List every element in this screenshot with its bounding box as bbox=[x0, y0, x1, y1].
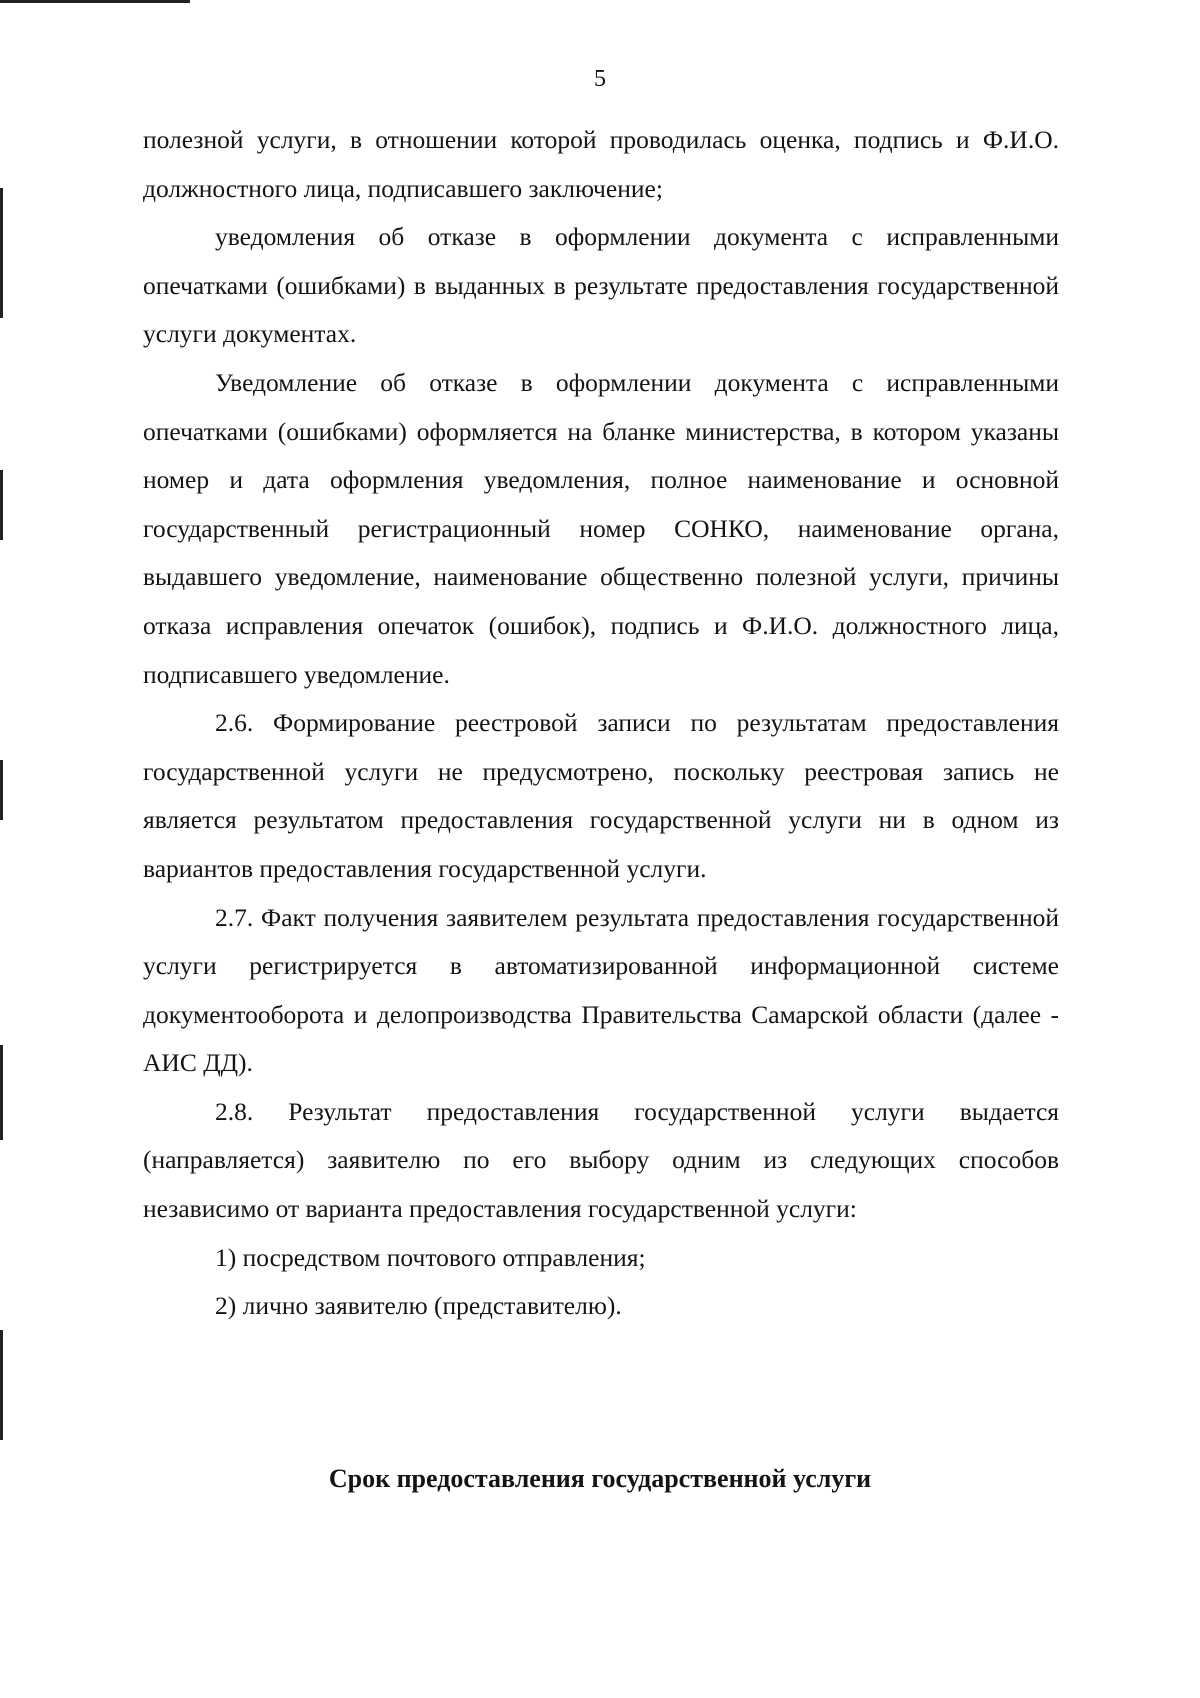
scan-artifact-left bbox=[0, 1330, 3, 1440]
paragraph-2: уведомления об отказе в оформлении документа с исправленными опечатками (ошибками) в выданных в результате предоставления государственной услуги документах. bbox=[143, 222, 1059, 349]
scan-artifact-left bbox=[0, 760, 3, 820]
scan-artifact-left bbox=[0, 188, 3, 318]
paragraph-3: Уведомление об отказе в оформлении документа с исправленными опечатками (ошибками) оформляется на бланке министерства, в котором указаны номер и дата оформления уведомления, полное наименование и основной государственный регистрационный номер СОНКО, наименование органа, выдавшего уведомление, наименование общественно полезной услуги, причины отказа исправления опечаток (ошибок), подпись и Ф.И.О. должностного лица, подписавшего уведомление. bbox=[143, 367, 1059, 689]
body-text bbox=[143, 116, 1059, 1331]
page-number: 5 bbox=[594, 66, 606, 92]
paragraph-4: 2.6. Формирование реестровой записи по результатам предоставления государственной услуги не предусмотрено, поскольку реестровая запись не является результатом предоставления государственной услуги ни в одном из вариантов предоставления государственной услуги. bbox=[143, 708, 1059, 883]
paragraph-5: 2.7. Факт получения заявителем результата предоставления государственной услуги регистрируется в автоматизированной информационной системе документооборота и делопроизводства Правительства Самарской области (далее - АИС ДД). bbox=[143, 902, 1059, 1078]
paragraph-8: 2) лично заявителю (представителю). bbox=[215, 1291, 622, 1321]
paragraph-6: 2.8. Результат предоставления государственной услуги выдается (направляется) заявителю по его выбору одним из следующих способов независимо от варианта предоставления государственной услуги: bbox=[143, 1096, 1059, 1224]
section-heading: Срок предоставления государственной услуги bbox=[328, 1464, 872, 1493]
paragraph-1: полезной услуги, в отношении которой проводилась оценка, подпись и Ф.И.О. должностного лица, подписавшего заключение; bbox=[143, 125, 1059, 203]
scan-artifact-top bbox=[0, 0, 190, 3]
scan-artifact-left bbox=[0, 470, 3, 540]
scan-artifact-left bbox=[0, 1045, 3, 1140]
paragraph-7: 1) посредством почтового отправления; bbox=[215, 1242, 646, 1272]
